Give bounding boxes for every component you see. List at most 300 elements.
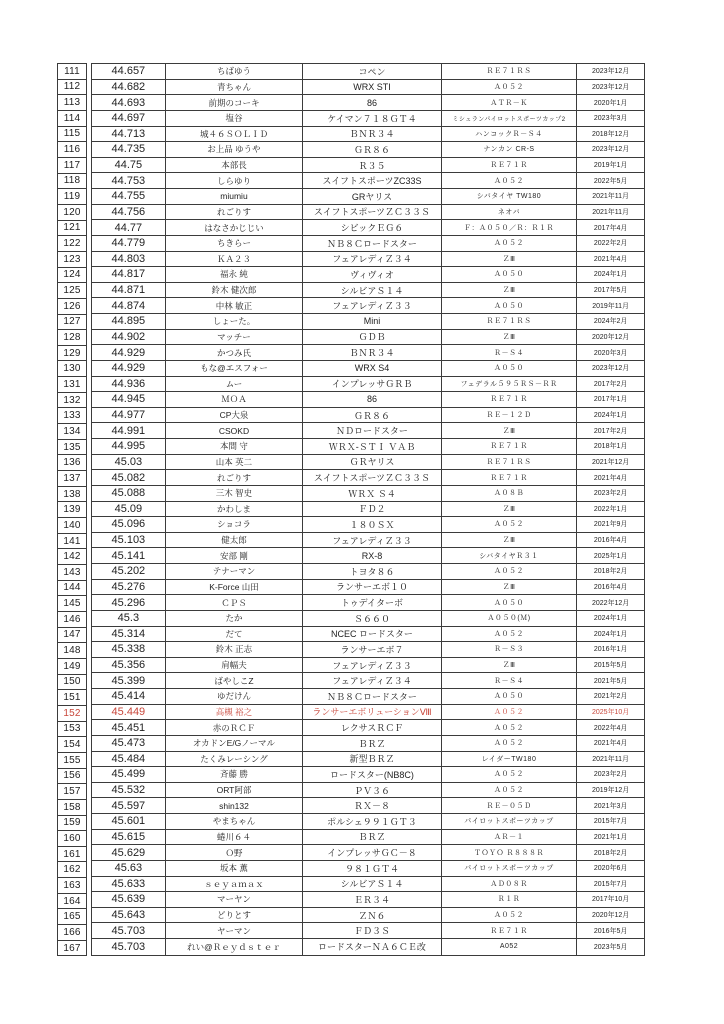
time-cell: 45.314 bbox=[92, 627, 166, 643]
time-cell: 45.356 bbox=[92, 658, 166, 674]
table-row bbox=[92, 814, 644, 830]
tire-cell: Ａ０５０ bbox=[442, 689, 578, 705]
time-cell: 44.697 bbox=[92, 111, 166, 127]
rank-cell: 141 bbox=[58, 534, 86, 550]
date-cell: 2017年10月 bbox=[577, 892, 644, 908]
time-cell: 45.103 bbox=[92, 533, 166, 549]
time-cell: 45.643 bbox=[92, 908, 166, 924]
date-cell: 2023年2月 bbox=[577, 486, 644, 502]
date-cell: 2022年12月 bbox=[577, 595, 644, 611]
driver-cell: しらゆり bbox=[166, 173, 304, 189]
table-row bbox=[92, 330, 644, 346]
date-cell: 2024年1月 bbox=[577, 408, 644, 424]
table-row bbox=[92, 658, 644, 674]
date-cell: 2019年12月 bbox=[577, 783, 644, 799]
car-cell: フェアレディＺ３３ bbox=[303, 658, 442, 674]
time-cell: 45.601 bbox=[92, 814, 166, 830]
car-cell: ＢＮＲ３４ bbox=[303, 345, 442, 361]
time-cell: 45.082 bbox=[92, 470, 166, 486]
date-cell: 2022年5月 bbox=[577, 173, 644, 189]
driver-cell: れい@Ｒｅｙｄｓｔｅｒ bbox=[166, 939, 304, 955]
date-cell: 2022年2月 bbox=[577, 236, 644, 252]
car-cell: ＷＲＸ Ｓ４ bbox=[303, 486, 442, 502]
car-cell: スイフトスポーツＺＣ３３Ｓ bbox=[303, 205, 442, 221]
rank-column bbox=[57, 63, 87, 956]
driver-cell: 山本 英二 bbox=[166, 455, 304, 471]
date-cell: 2020年12月 bbox=[577, 330, 644, 346]
time-cell: 44.945 bbox=[92, 392, 166, 408]
table-row bbox=[92, 783, 644, 799]
table-row bbox=[92, 736, 644, 752]
tire-cell: フェデラル５９５ＲＳ－ＲＲ bbox=[442, 377, 578, 393]
tire-cell: レイダーTW180 bbox=[442, 752, 578, 768]
tire-cell: シバタイヤ TW180 bbox=[442, 189, 578, 205]
time-cell: 44.977 bbox=[92, 408, 166, 424]
time-cell: 44.77 bbox=[92, 220, 166, 236]
tire-cell: ＺⅢ bbox=[442, 580, 578, 596]
tire-cell: ＡＴＲ－Ｋ bbox=[442, 95, 578, 111]
car-cell: ＢＲＺ bbox=[303, 830, 442, 846]
date-cell: 2020年3月 bbox=[577, 345, 644, 361]
date-cell: 2021年12月 bbox=[577, 455, 644, 471]
table-row bbox=[92, 470, 644, 486]
table-row bbox=[92, 767, 644, 783]
tire-cell: ＲＥ－１２Ｄ bbox=[442, 408, 578, 424]
rank-cell: 111 bbox=[58, 64, 86, 80]
time-cell: 45.633 bbox=[92, 877, 166, 893]
date-cell: 2016年4月 bbox=[577, 580, 644, 596]
driver-cell: 高槻 裕之 bbox=[166, 705, 304, 721]
tire-cell: Ａ０５２ bbox=[442, 236, 578, 252]
time-cell: 44.75 bbox=[92, 158, 166, 174]
car-cell: ロードスターＮＡ６ＣＥ改 bbox=[303, 939, 442, 955]
time-cell: 44.902 bbox=[92, 330, 166, 346]
driver-cell: だて bbox=[166, 627, 304, 643]
time-cell: 44.929 bbox=[92, 361, 166, 377]
time-cell: 44.936 bbox=[92, 377, 166, 393]
table-row bbox=[92, 173, 644, 189]
driver-cell: ゆだけん bbox=[166, 689, 304, 705]
rank-cell: 152 bbox=[58, 706, 86, 722]
driver-cell: れごりす bbox=[166, 205, 304, 221]
tire-cell: Ａ０５２ bbox=[442, 705, 578, 721]
table-row bbox=[92, 752, 644, 768]
driver-cell: マーヤン bbox=[166, 892, 304, 908]
rank-cell: 161 bbox=[58, 847, 86, 863]
rank-cell: 164 bbox=[58, 894, 86, 910]
driver-cell: しょーた。 bbox=[166, 314, 304, 330]
tire-cell: ＡＤ０８Ｒ bbox=[442, 877, 578, 893]
date-cell: 2021年4月 bbox=[577, 470, 644, 486]
car-cell: １８０ＳＸ bbox=[303, 517, 442, 533]
car-cell: ＦＤ２ bbox=[303, 502, 442, 518]
tire-cell: Ｒ１Ｒ bbox=[442, 892, 578, 908]
table-row bbox=[92, 548, 644, 564]
driver-cell: どりとす bbox=[166, 908, 304, 924]
rank-cell: 166 bbox=[58, 925, 86, 941]
tire-cell: ＺⅢ bbox=[442, 502, 578, 518]
tire-cell: ＺⅢ bbox=[442, 283, 578, 299]
date-cell: 2017年5月 bbox=[577, 283, 644, 299]
tire-cell: A052 bbox=[442, 939, 578, 955]
tire-cell: パイロットスポーツカップ bbox=[442, 814, 578, 830]
time-cell: 45.296 bbox=[92, 595, 166, 611]
car-cell: ＮＤロードスター bbox=[303, 423, 442, 439]
car-cell: フェアレディＺ３４ bbox=[303, 252, 442, 268]
table-row bbox=[92, 705, 644, 721]
time-cell: 45.141 bbox=[92, 548, 166, 564]
rank-cell: 160 bbox=[58, 831, 86, 847]
time-cell: 44.682 bbox=[92, 80, 166, 96]
tire-cell: Ｒ－Ｓ３ bbox=[442, 642, 578, 658]
car-cell: ＮＢ８Ｃロードスター bbox=[303, 236, 442, 252]
table-row bbox=[92, 845, 644, 861]
car-cell: スイフトスポーツZC33S bbox=[303, 173, 442, 189]
driver-cell: 青ちゃん bbox=[166, 80, 304, 96]
driver-cell: K-Force 山田 bbox=[166, 580, 304, 596]
date-cell: 2021年4月 bbox=[577, 736, 644, 752]
car-cell: フェアレディＺ３３ bbox=[303, 298, 442, 314]
time-cell: 44.755 bbox=[92, 189, 166, 205]
car-cell: WRX STI bbox=[303, 80, 442, 96]
car-cell: ランサーエボ１０ bbox=[303, 580, 442, 596]
rank-cell: 125 bbox=[58, 283, 86, 299]
rank-cell: 163 bbox=[58, 878, 86, 894]
rank-cell: 115 bbox=[58, 127, 86, 143]
driver-cell: たか bbox=[166, 611, 304, 627]
rank-cell: 148 bbox=[58, 643, 86, 659]
rank-cell: 114 bbox=[58, 111, 86, 127]
tire-cell: Ａ０５０ bbox=[442, 298, 578, 314]
time-cell: 45.202 bbox=[92, 564, 166, 580]
rank-cell: 153 bbox=[58, 722, 86, 738]
car-cell: フェアレディＺ３４ bbox=[303, 673, 442, 689]
rank-cell: 133 bbox=[58, 408, 86, 424]
rank-cell: 127 bbox=[58, 315, 86, 331]
date-cell: 2019年1月 bbox=[577, 158, 644, 174]
car-cell: コペン bbox=[303, 64, 442, 80]
tire-cell: Ａ０５０ bbox=[442, 595, 578, 611]
tire-cell: ＡＲ－１ bbox=[442, 830, 578, 846]
time-cell: 45.703 bbox=[92, 939, 166, 955]
driver-cell: やまちゃん bbox=[166, 814, 304, 830]
table-row bbox=[92, 455, 644, 471]
tire-cell: Ｒ－Ｓ４ bbox=[442, 673, 578, 689]
rank-cell: 142 bbox=[58, 549, 86, 565]
car-cell: ヴィヴィオ bbox=[303, 267, 442, 283]
driver-cell: 前期のコーキ bbox=[166, 95, 304, 111]
date-cell: 2020年1月 bbox=[577, 95, 644, 111]
rank-cell: 129 bbox=[58, 346, 86, 362]
table-row bbox=[92, 111, 644, 127]
date-cell: 2023年12月 bbox=[577, 361, 644, 377]
table-row bbox=[92, 642, 644, 658]
rank-cell: 128 bbox=[58, 330, 86, 346]
date-cell: 2021年1月 bbox=[577, 830, 644, 846]
tire-cell: Ａ０５０ bbox=[442, 361, 578, 377]
car-cell: ＧＤＢ bbox=[303, 330, 442, 346]
rank-cell: 156 bbox=[58, 769, 86, 785]
date-cell: 2015年5月 bbox=[577, 658, 644, 674]
date-cell: 2017年2月 bbox=[577, 423, 644, 439]
driver-cell: お上品 ゆうや bbox=[166, 142, 304, 158]
table-row bbox=[92, 533, 644, 549]
driver-cell: 塩谷 bbox=[166, 111, 304, 127]
rank-cell: 149 bbox=[58, 659, 86, 675]
table-row bbox=[92, 564, 644, 580]
car-cell: Mini bbox=[303, 314, 442, 330]
tire-cell: ＲＥ７１Ｒ bbox=[442, 923, 578, 939]
table-row bbox=[92, 127, 644, 143]
table-row bbox=[92, 95, 644, 111]
tire-cell: ネオバ bbox=[442, 205, 578, 221]
driver-cell: 本部長 bbox=[166, 158, 304, 174]
rank-cell: 120 bbox=[58, 205, 86, 221]
time-cell: 45.629 bbox=[92, 845, 166, 861]
rank-cell: 134 bbox=[58, 424, 86, 440]
car-cell: ＦＤ３Ｓ bbox=[303, 923, 442, 939]
driver-cell: オカドンE/Gノーマル bbox=[166, 736, 304, 752]
tire-cell: ＲＥ７１ＲＳ bbox=[442, 314, 578, 330]
rank-cell: 138 bbox=[58, 487, 86, 503]
car-cell: ＢＲＺ bbox=[303, 736, 442, 752]
time-cell: 45.276 bbox=[92, 580, 166, 596]
driver-cell: 蜷川６４ bbox=[166, 830, 304, 846]
time-cell: 45.03 bbox=[92, 455, 166, 471]
rank-cell: 124 bbox=[58, 268, 86, 284]
tire-cell: ＲＥ７１Ｒ bbox=[442, 392, 578, 408]
rank-cell: 136 bbox=[58, 455, 86, 471]
date-cell: 2022年1月 bbox=[577, 502, 644, 518]
date-cell: 2023年5月 bbox=[593, 943, 628, 951]
table-row bbox=[92, 377, 644, 393]
driver-cell: ＫＡ２３ bbox=[166, 252, 304, 268]
table-row bbox=[92, 408, 644, 424]
car-cell: スイフトスポーツＺＣ３３Ｓ bbox=[303, 470, 442, 486]
tire-cell: ＺⅢ bbox=[442, 423, 578, 439]
tire-cell: ミシュランパイロットスポーツカップ2 bbox=[442, 111, 578, 127]
time-cell: 45.096 bbox=[92, 517, 166, 533]
tire-cell: Ａ０５２ bbox=[442, 517, 578, 533]
driver-cell: ばやしこZ bbox=[166, 673, 304, 689]
car-cell: インプレッサＧＲＢ bbox=[303, 377, 442, 393]
table-row bbox=[92, 892, 644, 908]
car-cell: インプレッサＧＣ－８ bbox=[303, 845, 442, 861]
tire-cell: Ｒ－Ｓ４ bbox=[442, 345, 578, 361]
table-row bbox=[92, 611, 644, 627]
tire-cell: ＴＯＹＯ Ｒ８８８Ｒ bbox=[442, 845, 578, 861]
time-cell: 44.803 bbox=[92, 252, 166, 268]
tire-cell: Ａ０５２ bbox=[442, 564, 578, 580]
driver-cell: マッチー bbox=[166, 330, 304, 346]
driver-cell: はなさかじじい bbox=[166, 220, 304, 236]
driver-cell: 肩幅夫 bbox=[166, 658, 304, 674]
time-cell: 45.499 bbox=[92, 767, 166, 783]
driver-cell: ヤーマン bbox=[166, 923, 304, 939]
driver-cell: ｓｅｙａｍａｘ bbox=[166, 877, 304, 893]
time-cell: 45.615 bbox=[92, 830, 166, 846]
time-cell: 44.735 bbox=[92, 142, 166, 158]
date-cell: 2015年7月 bbox=[577, 814, 644, 830]
car-cell: ロードスター(NB8C) bbox=[303, 767, 442, 783]
table-row bbox=[92, 830, 644, 846]
tire-cell: ハンコックＲ－Ｓ４ bbox=[442, 127, 578, 143]
driver-cell: 鈴木 正志 bbox=[166, 642, 304, 658]
driver-cell: たくみレーシング bbox=[166, 752, 304, 768]
driver-cell: miumiu bbox=[166, 189, 304, 205]
date-cell: 2021年5月 bbox=[577, 673, 644, 689]
time-cell: 45.63 bbox=[92, 861, 166, 877]
driver-cell: Ｏ野 bbox=[166, 845, 304, 861]
car-cell: 86 bbox=[303, 95, 442, 111]
car-cell: ランサーエボリューションⅧ bbox=[303, 705, 442, 721]
time-cell: 44.991 bbox=[92, 423, 166, 439]
time-cell: 44.817 bbox=[92, 267, 166, 283]
table-row bbox=[92, 923, 644, 939]
date-cell: 2023年2月 bbox=[577, 767, 644, 783]
table-row bbox=[92, 267, 644, 283]
driver-cell: 本間 守 bbox=[166, 439, 304, 455]
tire-cell: ＺⅢ bbox=[442, 252, 578, 268]
car-cell: RX-8 bbox=[303, 548, 442, 564]
driver-cell: 斉藤 勝 bbox=[166, 767, 304, 783]
date-cell: 2023年3月 bbox=[577, 111, 644, 127]
date-cell: 2025年1月 bbox=[577, 548, 644, 564]
car-cell: ＷＲＸ-ＳＴＩ ＶＡＢ bbox=[303, 439, 442, 455]
driver-cell: 安部 剛 bbox=[166, 548, 304, 564]
table-row bbox=[92, 673, 644, 689]
rank-cell: 167 bbox=[63, 942, 81, 954]
car-cell: ランサーエボ７ bbox=[303, 642, 442, 658]
driver-cell: 鈴木 健次郎 bbox=[166, 283, 304, 299]
rank-cell: 158 bbox=[58, 800, 86, 816]
date-cell: 2018年12月 bbox=[577, 127, 644, 143]
car-cell: ＢＮＲ３４ bbox=[303, 127, 442, 143]
tire-cell: Ａ０５２ bbox=[442, 720, 578, 736]
rank-cell: 147 bbox=[58, 628, 86, 644]
table-row bbox=[92, 798, 644, 814]
rank-cell: 117 bbox=[58, 158, 86, 174]
rank-cell: 119 bbox=[58, 189, 86, 205]
date-cell: 2025年10月 bbox=[577, 705, 644, 721]
driver-cell: 健太郎 bbox=[166, 533, 304, 549]
car-cell: ＧＲヤリス bbox=[303, 455, 442, 471]
date-cell: 2022年4月 bbox=[577, 720, 644, 736]
rank-cell: 132 bbox=[58, 393, 86, 409]
table-row bbox=[92, 908, 644, 924]
date-cell: 2024年2月 bbox=[577, 314, 644, 330]
time-cell: 45.449 bbox=[92, 705, 166, 721]
rank-cell: 144 bbox=[58, 581, 86, 597]
table-row bbox=[92, 220, 644, 236]
driver-cell: 中林 敏正 bbox=[166, 298, 304, 314]
date-cell: 2023年12月 bbox=[577, 64, 644, 80]
tire-cell: Ａ０５２ bbox=[442, 627, 578, 643]
car-cell: ＲＸ－８ bbox=[303, 798, 442, 814]
tire-cell: ＲＥ７１Ｒ bbox=[442, 158, 578, 174]
rank-cell: 154 bbox=[58, 737, 86, 753]
date-cell: 2021年3月 bbox=[577, 798, 644, 814]
table-row bbox=[92, 502, 644, 518]
table-row bbox=[92, 314, 644, 330]
time-cell: 44.929 bbox=[92, 345, 166, 361]
car-cell: トヨタ８６ bbox=[303, 564, 442, 580]
tire-cell: Ａ０５２ bbox=[442, 173, 578, 189]
table-row bbox=[92, 392, 644, 408]
car-cell: ポルシェ９９１ＧＴ３ bbox=[303, 814, 442, 830]
date-cell: 2024年1月 bbox=[577, 611, 644, 627]
tire-cell: Ａ０８Ｂ bbox=[442, 486, 578, 502]
car-cell: NCEC ロードスター bbox=[303, 627, 442, 643]
rank-cell: 118 bbox=[58, 174, 86, 190]
time-cell: 45.414 bbox=[92, 689, 166, 705]
time-cell: 45.597 bbox=[92, 798, 166, 814]
rank-cell: 162 bbox=[58, 862, 86, 878]
driver-cell: もな@エスフォー bbox=[166, 361, 304, 377]
time-cell: 44.779 bbox=[92, 236, 166, 252]
car-cell: ＧＲ８６ bbox=[303, 408, 442, 424]
date-cell: 2023年12月 bbox=[577, 142, 644, 158]
tire-cell: ＲＥ７１ＲＳ bbox=[442, 455, 578, 471]
date-cell: 2021年11月 bbox=[577, 189, 644, 205]
table-row bbox=[92, 298, 644, 314]
table-row bbox=[92, 689, 644, 705]
rank-cell: 159 bbox=[58, 816, 86, 832]
tire-cell: Ｆ：Ａ０５０／Ｒ：Ｒ１Ｒ bbox=[442, 220, 578, 236]
table-row bbox=[92, 283, 644, 299]
driver-cell: CSOKD bbox=[166, 423, 304, 439]
date-cell: 2023年12月 bbox=[577, 80, 644, 96]
car-cell: WRX S4 bbox=[303, 361, 442, 377]
time-cell: 44.657 bbox=[92, 64, 166, 80]
time-cell: 44.874 bbox=[92, 298, 166, 314]
rank-cell: 116 bbox=[58, 142, 86, 158]
rank-cell: 130 bbox=[58, 361, 86, 377]
rank-cell: 123 bbox=[58, 252, 86, 268]
car-cell: レクサスＲＣＦ bbox=[303, 720, 442, 736]
rank-cell: 150 bbox=[58, 675, 86, 691]
date-cell: 2016年4月 bbox=[577, 533, 644, 549]
date-cell: 2018年2月 bbox=[577, 564, 644, 580]
date-cell: 2017年4月 bbox=[577, 220, 644, 236]
driver-cell: 三木 智史 bbox=[166, 486, 304, 502]
driver-cell: れごりす bbox=[166, 470, 304, 486]
car-cell: ＮＢ８Ｃロードスター bbox=[303, 689, 442, 705]
car-cell: シルビアＳ１４ bbox=[303, 877, 442, 893]
date-cell: 2018年2月 bbox=[577, 845, 644, 861]
tire-cell: シバタイヤＲ３１ bbox=[442, 548, 578, 564]
driver-cell: ショコラ bbox=[166, 517, 304, 533]
car-cell: ケイマン７１８ＧＴ４ bbox=[303, 111, 442, 127]
car-cell: トゥデイターボ bbox=[303, 595, 442, 611]
table-row bbox=[92, 720, 644, 736]
driver-cell: CP大泉 bbox=[166, 408, 304, 424]
driver-cell: ちばゆう bbox=[166, 64, 304, 80]
rank-cell: 137 bbox=[58, 471, 86, 487]
table-row bbox=[92, 595, 644, 611]
driver-cell: ＭＯＡ bbox=[166, 392, 304, 408]
car-cell: 新型ＢＲＺ bbox=[303, 752, 442, 768]
tire-cell: Ａ０５０(Ｍ) bbox=[442, 611, 578, 627]
tire-cell: Ａ０５２ bbox=[442, 767, 578, 783]
time-cell: 45.532 bbox=[92, 783, 166, 799]
time-cell: 44.753 bbox=[92, 173, 166, 189]
tire-cell: ＺⅢ bbox=[442, 658, 578, 674]
rank-cell: 112 bbox=[58, 80, 86, 96]
tire-cell: Ａ０５２ bbox=[442, 736, 578, 752]
tire-cell: Ａ０５２ bbox=[442, 80, 578, 96]
tire-cell: パイロットスポーツカップ bbox=[442, 861, 578, 877]
